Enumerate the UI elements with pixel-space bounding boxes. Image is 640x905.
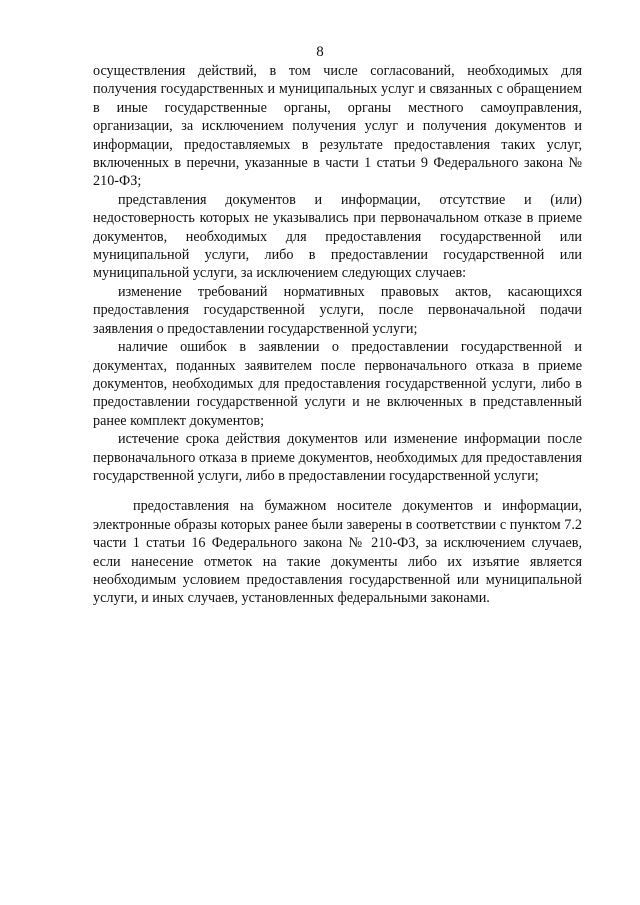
paragraph-4: наличие ошибок в заявлении о предоставлении государственной и документах, поданных заявителем после первоначального отказа в приеме документов, необходимых для предоставления государственной услуги, либо в предоставлении государственной услуги и не включенных в представленный ранее комплект документов;	[93, 339, 582, 429]
document-body	[93, 62, 582, 608]
paragraph-1: осуществления действий, в том числе согласований, необходимых для получения государственных и муниципальных услуг и связанных с обращением в иные государственные органы, органы местного самоуправления, организации, за исключением получения услуг и получения документов и информации, предоставляемых в результате предоставления таких услуг, включенных в перечни, указанные в части 1 статьи 9 Федерального закона № 210-ФЗ;	[93, 63, 582, 190]
paragraph-2: представления документов и информации, отсутствие и (или) недостоверность которых не указывались при первоначальном отказе в приеме документов, необходимых для предоставления государственной или муниципальной услуги, либо в предоставлении государственной или муниципальной услуги, за исключением следующих случаев:	[93, 191, 582, 282]
paragraph-7: предоставления на бумажном носителе документов и информации, электронные образы которых ранее были заверены в соответствии с пунктом 7.2 части 1 статьи 16 Федерального закона № 210-ФЗ, за исключением случаев, если нанесение отметок на такие документы либо их изъятие является необходимым условием предоставления государственной или муниципальной услуги, и иных случаев, установленных федеральными законами.	[93, 498, 582, 607]
page-number: 8	[316, 44, 324, 60]
paragraph-3: изменение требований нормативных правовых актов, касающихся предоставления государственной услуги, после первоначальной подачи заявления о предоставлении государственной услуги;	[93, 283, 582, 337]
paragraph-5: истечение срока действия документов или изменение информации после первоначального отказа в приеме документов, необходимых для предоставления государственной услуги, либо в предоставлении государственной услуги;	[93, 431, 582, 484]
